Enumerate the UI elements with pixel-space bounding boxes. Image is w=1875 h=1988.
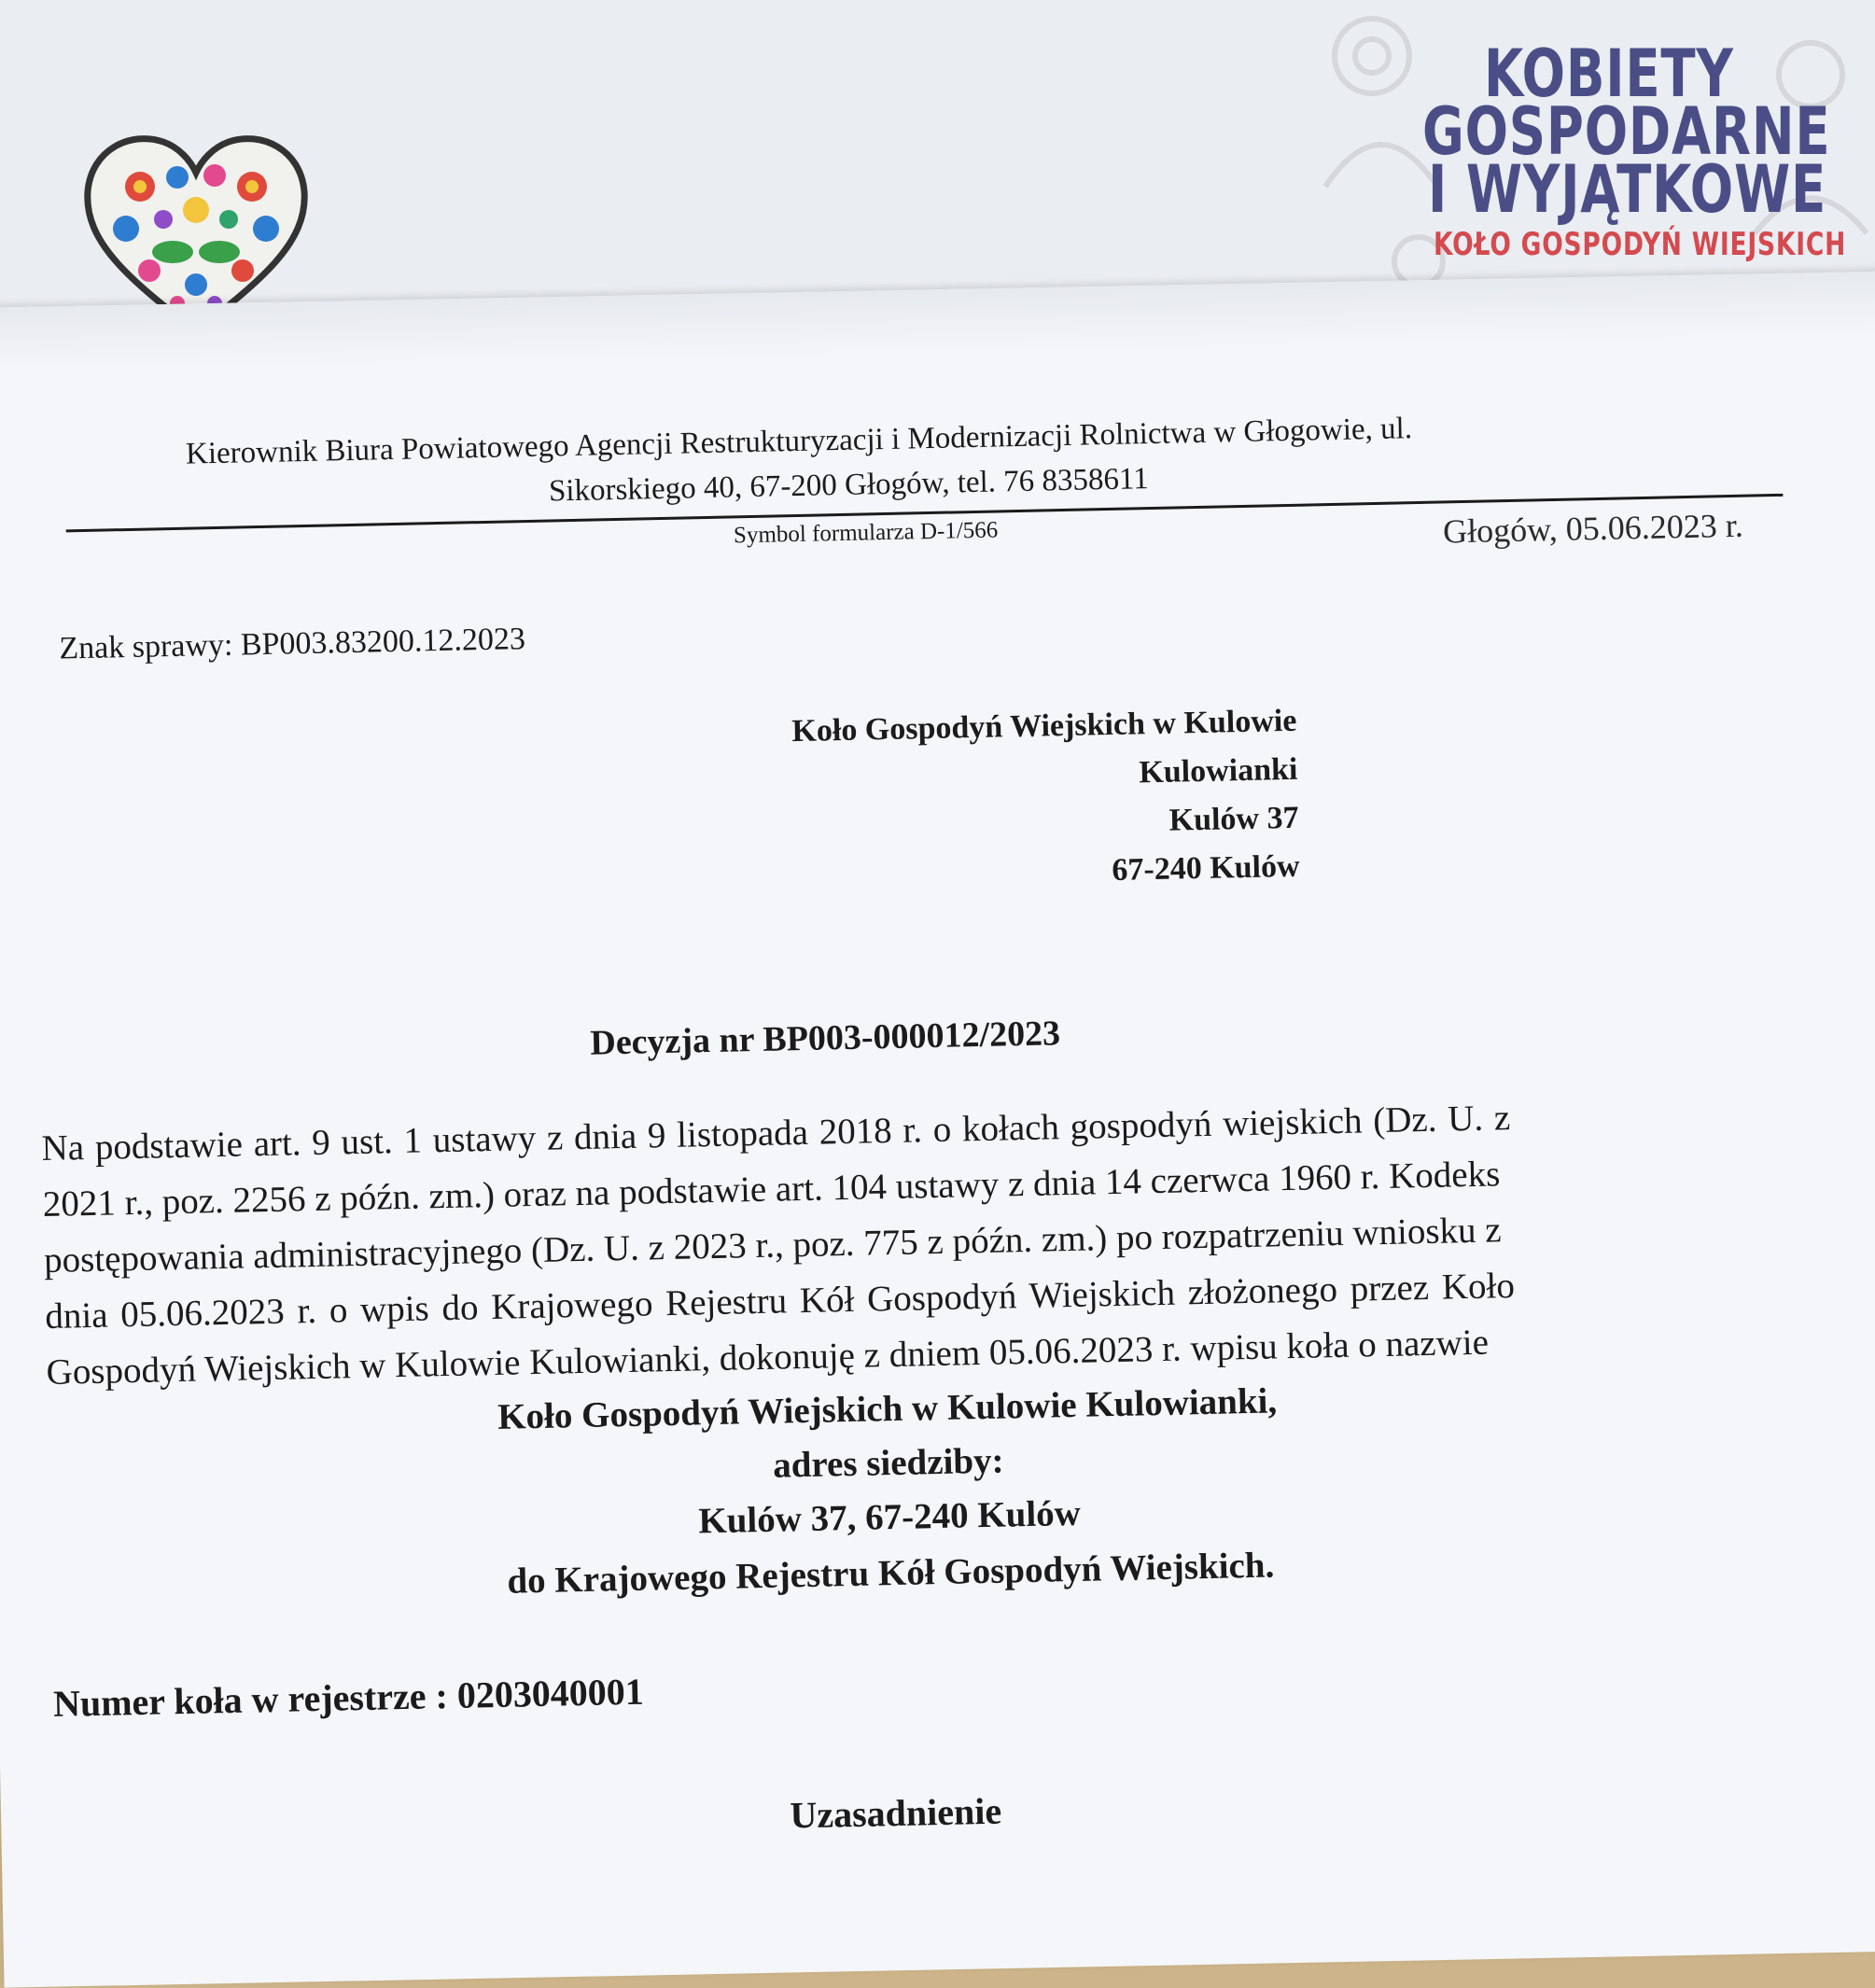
association-name: Koło Gospodyń Wiejskich w Kulowie Kulowianki, bbox=[497, 1380, 1278, 1437]
office-header-line-2: Sikorskiego 40, 67-200 Głogów, tel. 76 8358611 bbox=[548, 462, 1150, 509]
recipient-line-3: Kulów 37 bbox=[1168, 800, 1299, 838]
seat-label: adres siedziby: bbox=[772, 1440, 1004, 1486]
recipient-line-2: Kulowianki bbox=[1138, 751, 1298, 791]
form-symbol: Symbol formularza D-1/566 bbox=[733, 517, 999, 549]
recipient-line-1: Koło Gospodyń Wiejskich w Kulowie bbox=[791, 703, 1297, 749]
case-number: Znak sprawy: BP003.83200.12.2023 bbox=[59, 622, 526, 666]
decision-title: Decyzja nr BP003-000012/2023 bbox=[589, 1014, 1061, 1063]
document-date: Głogów, 05.06.2023 r. bbox=[1442, 506, 1744, 551]
justification-heading: Uzasadnienie bbox=[789, 1789, 1002, 1837]
office-header-line-1: Kierownik Biura Powiatowego Agencji Restrukturyzacji i Modernizacji Rolnictwa w Głogowie, ul. bbox=[185, 412, 1413, 471]
decision-body-line: 2021 r., poz. 2256 z późn. zm.) oraz na podstawie art. 104 ustawy z dnia 14 czerwca 1960 r. Kodeks bbox=[42, 1154, 1501, 1225]
brand-subtitle: KOŁO GOSPODYŃ WIEJSKICH bbox=[1434, 226, 1847, 263]
decision-body-line: Gospodyń Wiejskich w Kulowie Kulowianki, dokonuję z dniem 05.06.2023 r. wpisu koła o nazwie bbox=[46, 1322, 1490, 1393]
recipient-line-4: 67-240 Kulów bbox=[1112, 848, 1300, 888]
decision-body-line: Na podstawie art. 9 ust. 1 ustawy z dnia 9 listopada 2018 r. o kołach gospodyń wiejskich (Dz. U. z bbox=[41, 1098, 1511, 1169]
brand-title-line-1: KOBIETY bbox=[1484, 35, 1734, 112]
brand-title-line-2: GOSPODARNE bbox=[1422, 93, 1831, 170]
seat-address: Kulów 37, 67-240 Kulów bbox=[697, 1492, 1082, 1542]
registry-number: Numer koła w rejestrze : 0203040001 bbox=[52, 1670, 645, 1725]
register-name: do Krajowego Rejestru Kół Gospodyń Wiejskich. bbox=[507, 1545, 1275, 1602]
decision-body-line: dnia 05.06.2023 r. o wpis do Krajowego Rejestru Kół Gospodyń Wiejskich złożonego przez Koło bbox=[44, 1266, 1516, 1337]
decision-body-line: postępowania administracyjnego (Dz. U. z 2023 r., poz. 775 z późn. zm.) po rozpatrzeniu wniosku z bbox=[43, 1210, 1502, 1281]
brand-title-line-3: I WYJĄTKOWE bbox=[1428, 151, 1827, 228]
